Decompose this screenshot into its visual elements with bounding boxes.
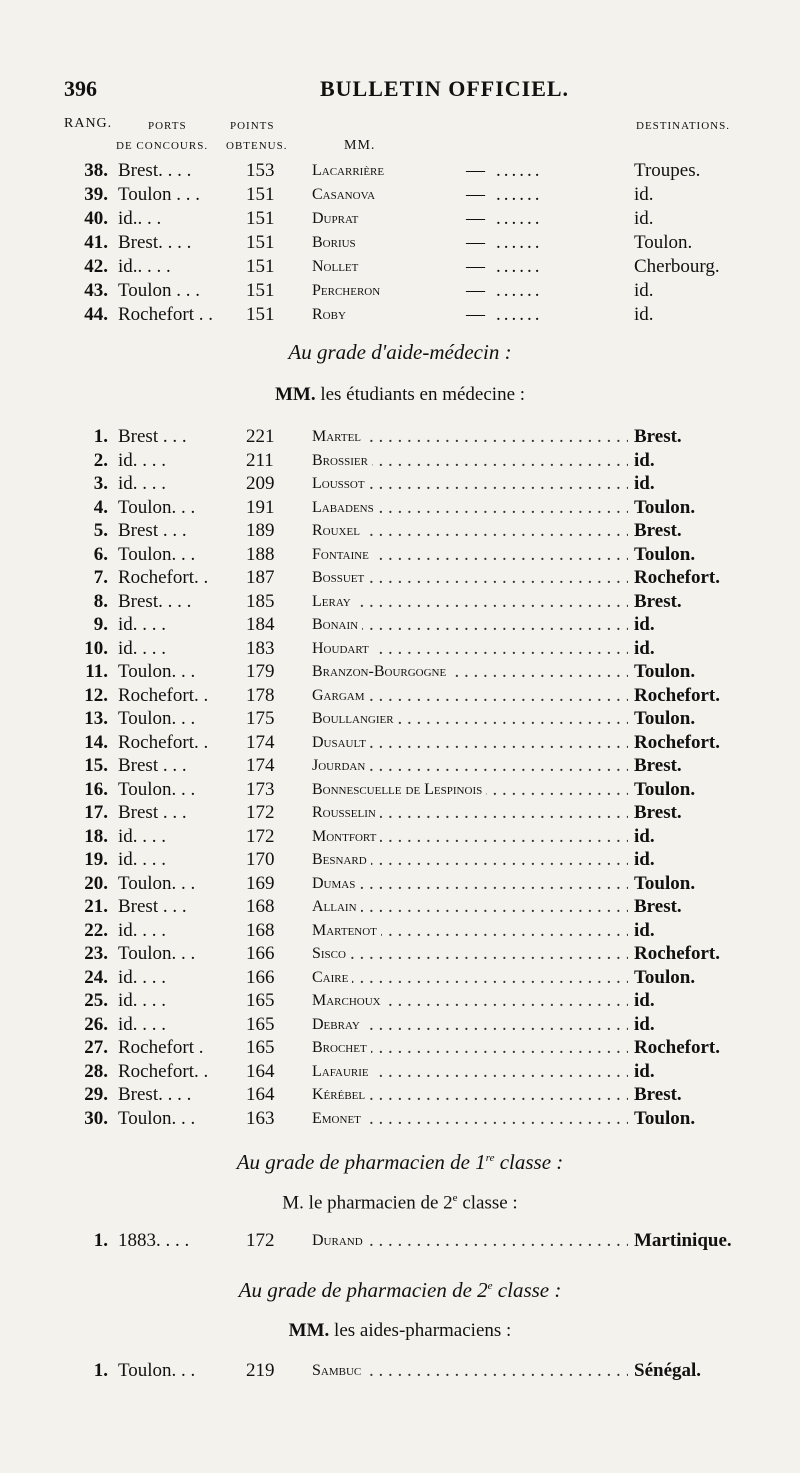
points-cell: 178 [246,684,275,706]
dot-leaders: ...... [496,208,543,229]
name-cell: Debray [312,1016,364,1034]
destination-cell: Rochefort. [634,1037,720,1058]
name-cell: Rouxel [312,522,364,540]
points-cell: 172 [246,825,275,847]
rank-cell: 4. [93,496,108,518]
column-headers [64,116,754,158]
table-row [0,208,800,232]
destination-cell: Toulon. [634,872,696,894]
section-subheading-aides-pharmaciens [0,1320,800,1342]
name-cell: Fontaine [312,546,373,564]
table-row [0,967,800,991]
destination-cell: id. [634,473,655,494]
port-cell: Toulon. . . [118,943,196,964]
table-row [0,1360,800,1384]
rank-cell: 15. [84,755,108,776]
table-row [0,426,800,450]
points-cell: 164 [246,1060,275,1082]
points-cell: 209 [246,473,275,494]
rank-cell: 30. [84,1107,108,1129]
points-cell: 172 [246,1230,275,1251]
subheading-mm: MM. [288,1320,330,1341]
name-cell: Emonet [312,1110,365,1128]
points-cell: 173 [246,778,275,800]
table-row [0,802,800,826]
name-cell: Durand [312,1232,367,1250]
dash-mark: — [466,208,485,229]
port-cell: Brest . . . [118,426,187,447]
running-title: BULLETIN OFFICIEL. [320,76,570,101]
header-points: POINTS [230,120,275,132]
points-cell: 165 [246,1037,275,1058]
destination-cell: Toulon. [634,966,696,988]
table-row [0,920,800,944]
name-cell: Borius [312,234,362,252]
points-cell: 184 [246,614,275,635]
destination-cell: Brest. [634,520,682,541]
destination-cell: Toulon. [634,496,696,518]
name-cell: Brochet [312,1039,371,1057]
port-cell: id. . . . [118,473,167,494]
port-cell: Rochefort . [118,1037,204,1058]
heading-text: Au grade de pharmacien de 1 [236,1150,486,1174]
rank-cell: 6. [93,543,108,565]
rank-cell: 14. [84,731,108,753]
points-cell: 151 [246,232,275,253]
name-cell: Lacarrière [312,162,390,180]
port-cell: Brest . . . [118,802,187,823]
table-row [0,544,800,568]
points-cell: 174 [246,731,275,753]
points-cell: 185 [246,590,275,612]
table-row [0,304,800,328]
rank-cell: 2. [93,449,108,471]
destination-cell: id. [634,184,654,205]
destination-cell: id. [634,1013,655,1035]
table-row [0,849,800,873]
port-cell: Toulon. . . [118,1107,196,1129]
port-cell: Toulon. . . [118,661,196,682]
destination-cell: id. [634,614,655,635]
points-cell: 169 [246,872,275,894]
table-row [0,256,800,280]
port-cell: Brest. . . . [118,1084,192,1105]
table-row [0,779,800,803]
name-cell: Martenot [312,922,381,940]
name-cell: Montfort [312,828,380,846]
points-cell: 163 [246,1107,275,1129]
port-cell: Toulon . . . [118,184,201,205]
rank-cell: 38. [84,160,108,181]
table-row [0,873,800,897]
name-cell: Caire [312,969,352,987]
port-cell: Brest. . . . [118,232,192,253]
port-cell: Brest. . . . [118,160,192,181]
points-cell: 172 [246,802,275,823]
table-row [0,497,800,521]
table-row [0,1037,800,1061]
points-cell: 183 [246,637,275,659]
destination-cell: id. [634,825,655,847]
dot-leaders [312,873,628,895]
table-row [0,755,800,779]
subheading-sup: e [452,1192,458,1204]
dash-mark: — [466,232,485,253]
rank-cell: 44. [84,304,108,325]
heading-sup: e [487,1280,493,1292]
port-cell: id. . . . [118,990,167,1011]
rank-cell: 1. [93,1230,108,1251]
destination-cell: Toulon. [634,543,696,565]
destination-cell: id. [634,849,655,870]
dash-mark: — [466,160,485,181]
port-cell: Rochefort. . [118,1060,209,1082]
destination-cell: Brest. [634,896,682,917]
name-cell: Percheron [312,282,386,300]
dot-leaders: ...... [496,184,543,205]
destination-cell: Martinique. [634,1230,732,1251]
dot-leaders: ...... [496,304,543,325]
rank-cell: 13. [84,708,108,729]
port-cell: Toulon. . . [118,778,196,800]
table-row [0,1014,800,1038]
points-cell: 170 [246,849,275,870]
destination-cell: Sénégal. [634,1360,702,1381]
name-cell: Gargam [312,687,369,705]
name-cell: Rousselin [312,804,380,822]
name-cell: Roby [312,306,352,324]
table-row [0,638,800,662]
table-row [0,520,800,544]
destination-cell: Brest. [634,426,682,447]
destination-cell: id. [634,919,655,941]
table-row [0,732,800,756]
table-row [0,708,800,732]
port-cell: Toulon . . . [118,280,201,301]
port-cell: Rochefort. . [118,567,209,588]
subheading-mm: MM. [274,384,316,405]
table-row [0,232,800,256]
header-points-sub: OBTENUS. [226,140,288,152]
table-row [0,1084,800,1108]
destination-cell: Brest. [634,1084,682,1105]
name-cell: Bonain [312,616,362,634]
table-row [0,280,800,304]
points-cell: 151 [246,304,275,325]
rank-cell: 16. [84,778,108,800]
rank-cell: 11. [85,661,108,682]
destination-cell: Brest. [634,755,682,776]
subheading-text: M. le pharmacien de 2 [282,1192,453,1214]
header-mm: MM. [344,138,376,153]
dash-mark: — [466,256,485,277]
heading-text-end: classe : [492,1278,562,1302]
destination-cell: Toulon. [634,708,696,729]
rank-cell: 25. [84,990,108,1011]
port-cell: Toulon. . . [118,543,196,565]
rank-cell: 1. [93,426,108,447]
port-cell: id.. . . [118,208,162,229]
points-cell: 164 [246,1084,275,1105]
rank-cell: 28. [84,1060,108,1082]
destination-cell: Rochefort. [634,731,720,753]
rank-cell: 26. [84,1013,108,1035]
name-cell: Bonnescuelle de Lespinois [312,781,486,799]
name-cell: Casanova [312,186,381,204]
port-cell: Rochefort . . [118,304,213,325]
table-row [0,896,800,920]
rank-cell: 24. [84,966,108,988]
rank-cell: 17. [84,802,108,823]
section-heading-pharmacien-2e [0,1278,800,1303]
dot-leaders [312,967,628,989]
rank-cell: 9. [93,614,108,635]
destination-cell: Rochefort. [634,684,720,706]
rank-cell: 42. [84,256,108,277]
destination-cell: Toulon. [634,778,696,800]
points-cell: 151 [246,208,275,229]
rank-cell: 20. [84,872,108,894]
points-cell: 219 [246,1360,275,1381]
dash-mark: — [466,304,485,325]
port-cell: Toulon. . . [118,1360,196,1381]
port-cell: id. . . . [118,614,167,635]
dot-leaders: ...... [496,232,543,253]
port-cell: id. . . . [118,849,167,870]
dash-mark: — [466,280,485,301]
dot-leaders: ...... [496,256,543,277]
name-cell: Sisco [312,945,350,963]
port-cell: id. . . . [118,1013,167,1035]
name-cell: Nollet [312,258,364,276]
page-header [64,76,754,110]
points-cell: 165 [246,990,275,1011]
port-cell: id. . . . [118,637,167,659]
name-cell: Branzon-Bourgogne [312,663,450,681]
name-cell: Labadens [312,499,378,517]
name-cell: Kérébel [312,1086,369,1104]
table-row [0,160,800,184]
destination-cell: id. [634,637,655,659]
destination-cell: id. [634,449,655,471]
points-cell: 191 [246,496,275,518]
destination-cell: id. [634,280,654,301]
rank-cell: 18. [84,825,108,847]
name-cell: Marchoux [312,992,385,1010]
port-cell: Brest. . . . [118,590,192,612]
destination-cell: id. [634,208,654,229]
port-cell: id. . . . [118,825,167,847]
header-rang: RANG. [64,116,113,131]
rank-cell: 21. [84,896,108,917]
points-cell: 189 [246,520,275,541]
destination-cell: Toulon. [634,1107,696,1129]
port-cell: id. . . . [118,919,167,941]
destination-cell: Brest. [634,590,682,612]
name-cell: Sambuc [312,1362,365,1380]
port-cell: 1883. . . . [118,1230,190,1251]
section-heading-pharmacien-1re [0,1150,800,1175]
destination-cell: Toulon. [634,661,696,682]
destination-cell: Rochefort. [634,567,720,588]
port-cell: id.. . . . [118,256,171,277]
name-cell: Dumas [312,875,359,893]
table-row [0,1230,800,1254]
table-row [0,685,800,709]
port-cell: Brest . . . [118,520,187,541]
points-cell: 166 [246,966,275,988]
points-cell: 166 [246,943,275,964]
destination-cell: Brest. [634,802,682,823]
section-heading-aide-medecin: Au grade d'aide-médecin : [288,340,512,364]
rank-cell: 29. [84,1084,108,1105]
destination-cell: id. [634,304,654,325]
heading-sup: re [485,1152,495,1164]
rank-cell: 22. [84,919,108,941]
port-cell: Brest . . . [118,896,187,917]
name-cell: Loussot [312,475,369,493]
rank-cell: 12. [84,684,108,706]
table-row [0,1108,800,1132]
destination-cell: id. [634,990,655,1011]
dot-leaders: ...... [496,280,543,301]
rank-cell: 41. [84,232,108,253]
points-cell: 221 [246,426,275,447]
rank-cell: 7. [93,567,108,588]
rank-cell: 27. [84,1037,108,1058]
table-row [0,591,800,615]
points-cell: 151 [246,280,275,301]
rank-cell: 10. [84,637,108,659]
header-destinations: DESTINATIONS. [636,120,730,132]
name-cell: Brossier [312,452,372,470]
table-row [0,473,800,497]
port-cell: Toulon. . . [118,708,196,729]
name-cell: Lafaurie [312,1063,373,1081]
destination-cell: Toulon. [634,232,693,253]
table-row [0,990,800,1014]
table-row [0,826,800,850]
table-row [0,567,800,591]
rank-cell: 43. [84,280,108,301]
table-row [0,661,800,685]
dash-mark: — [466,184,485,205]
rank-cell: 5. [93,520,108,541]
destination-cell: Rochefort. [634,943,720,964]
port-cell: id. . . . [118,449,167,471]
rank-cell: 23. [84,943,108,964]
port-cell: id. . . . [118,966,167,988]
port-cell: Rochefort. . [118,731,209,753]
name-cell: Martel [312,428,365,446]
dot-leaders [312,943,628,965]
points-cell: 179 [246,661,275,682]
port-cell: Brest . . . [118,755,187,776]
subheading-text-end: classe : [457,1192,518,1214]
port-cell: Toulon. . . [118,496,196,518]
section-subheading-pharmacien-2e [0,1192,800,1214]
points-cell: 168 [246,896,275,917]
points-cell: 187 [246,567,275,588]
rank-cell: 40. [84,208,108,229]
name-cell: Dusault [312,734,370,752]
points-cell: 165 [246,1013,275,1035]
subheading-text: les aides-pharmaciens : [329,1320,512,1341]
table-row [0,184,800,208]
points-cell: 188 [246,543,275,565]
header-ports-sub: DE CONCOURS. [116,140,209,152]
name-cell: Bossuet [312,569,368,587]
subheading-text: les étudiants en médecine : [315,384,526,405]
table-row [0,943,800,967]
header-ports: PORTS [148,120,187,132]
rank-cell: 8. [93,590,108,612]
points-cell: 168 [246,919,275,941]
page-number: 396 [64,76,97,101]
destination-cell: id. [634,1060,655,1082]
name-cell: Boullangier [312,710,398,728]
port-cell: Toulon. . . [118,872,196,894]
points-cell: 151 [246,256,275,277]
heading-text: Au grade de pharmacien de 2 [238,1278,488,1302]
name-cell: Jourdan [312,757,369,775]
points-cell: 175 [246,708,275,729]
rank-cell: 39. [84,184,108,205]
table-row [0,1061,800,1085]
name-cell: Duprat [312,210,364,228]
section-subheading-etudiants [0,384,800,406]
name-cell: Leray [312,593,355,611]
rank-cell: 1. [93,1360,108,1381]
points-cell: 211 [246,449,274,471]
points-cell: 151 [246,184,275,205]
table-row [0,450,800,474]
name-cell: Besnard [312,851,371,869]
destination-cell: Troupes. [634,160,701,181]
points-cell: 174 [246,755,275,776]
port-cell: Rochefort. . [118,684,209,706]
table-row [0,614,800,638]
dot-leaders: ...... [496,160,543,181]
name-cell: Houdart [312,640,373,658]
rank-cell: 3. [93,473,108,494]
destination-cell: Cherbourg. [634,256,720,277]
name-cell: Allain [312,898,361,916]
points-cell: 153 [246,160,275,181]
heading-text-end: classe : [494,1150,564,1174]
dot-leaders [312,591,628,613]
rank-cell: 19. [84,849,108,870]
